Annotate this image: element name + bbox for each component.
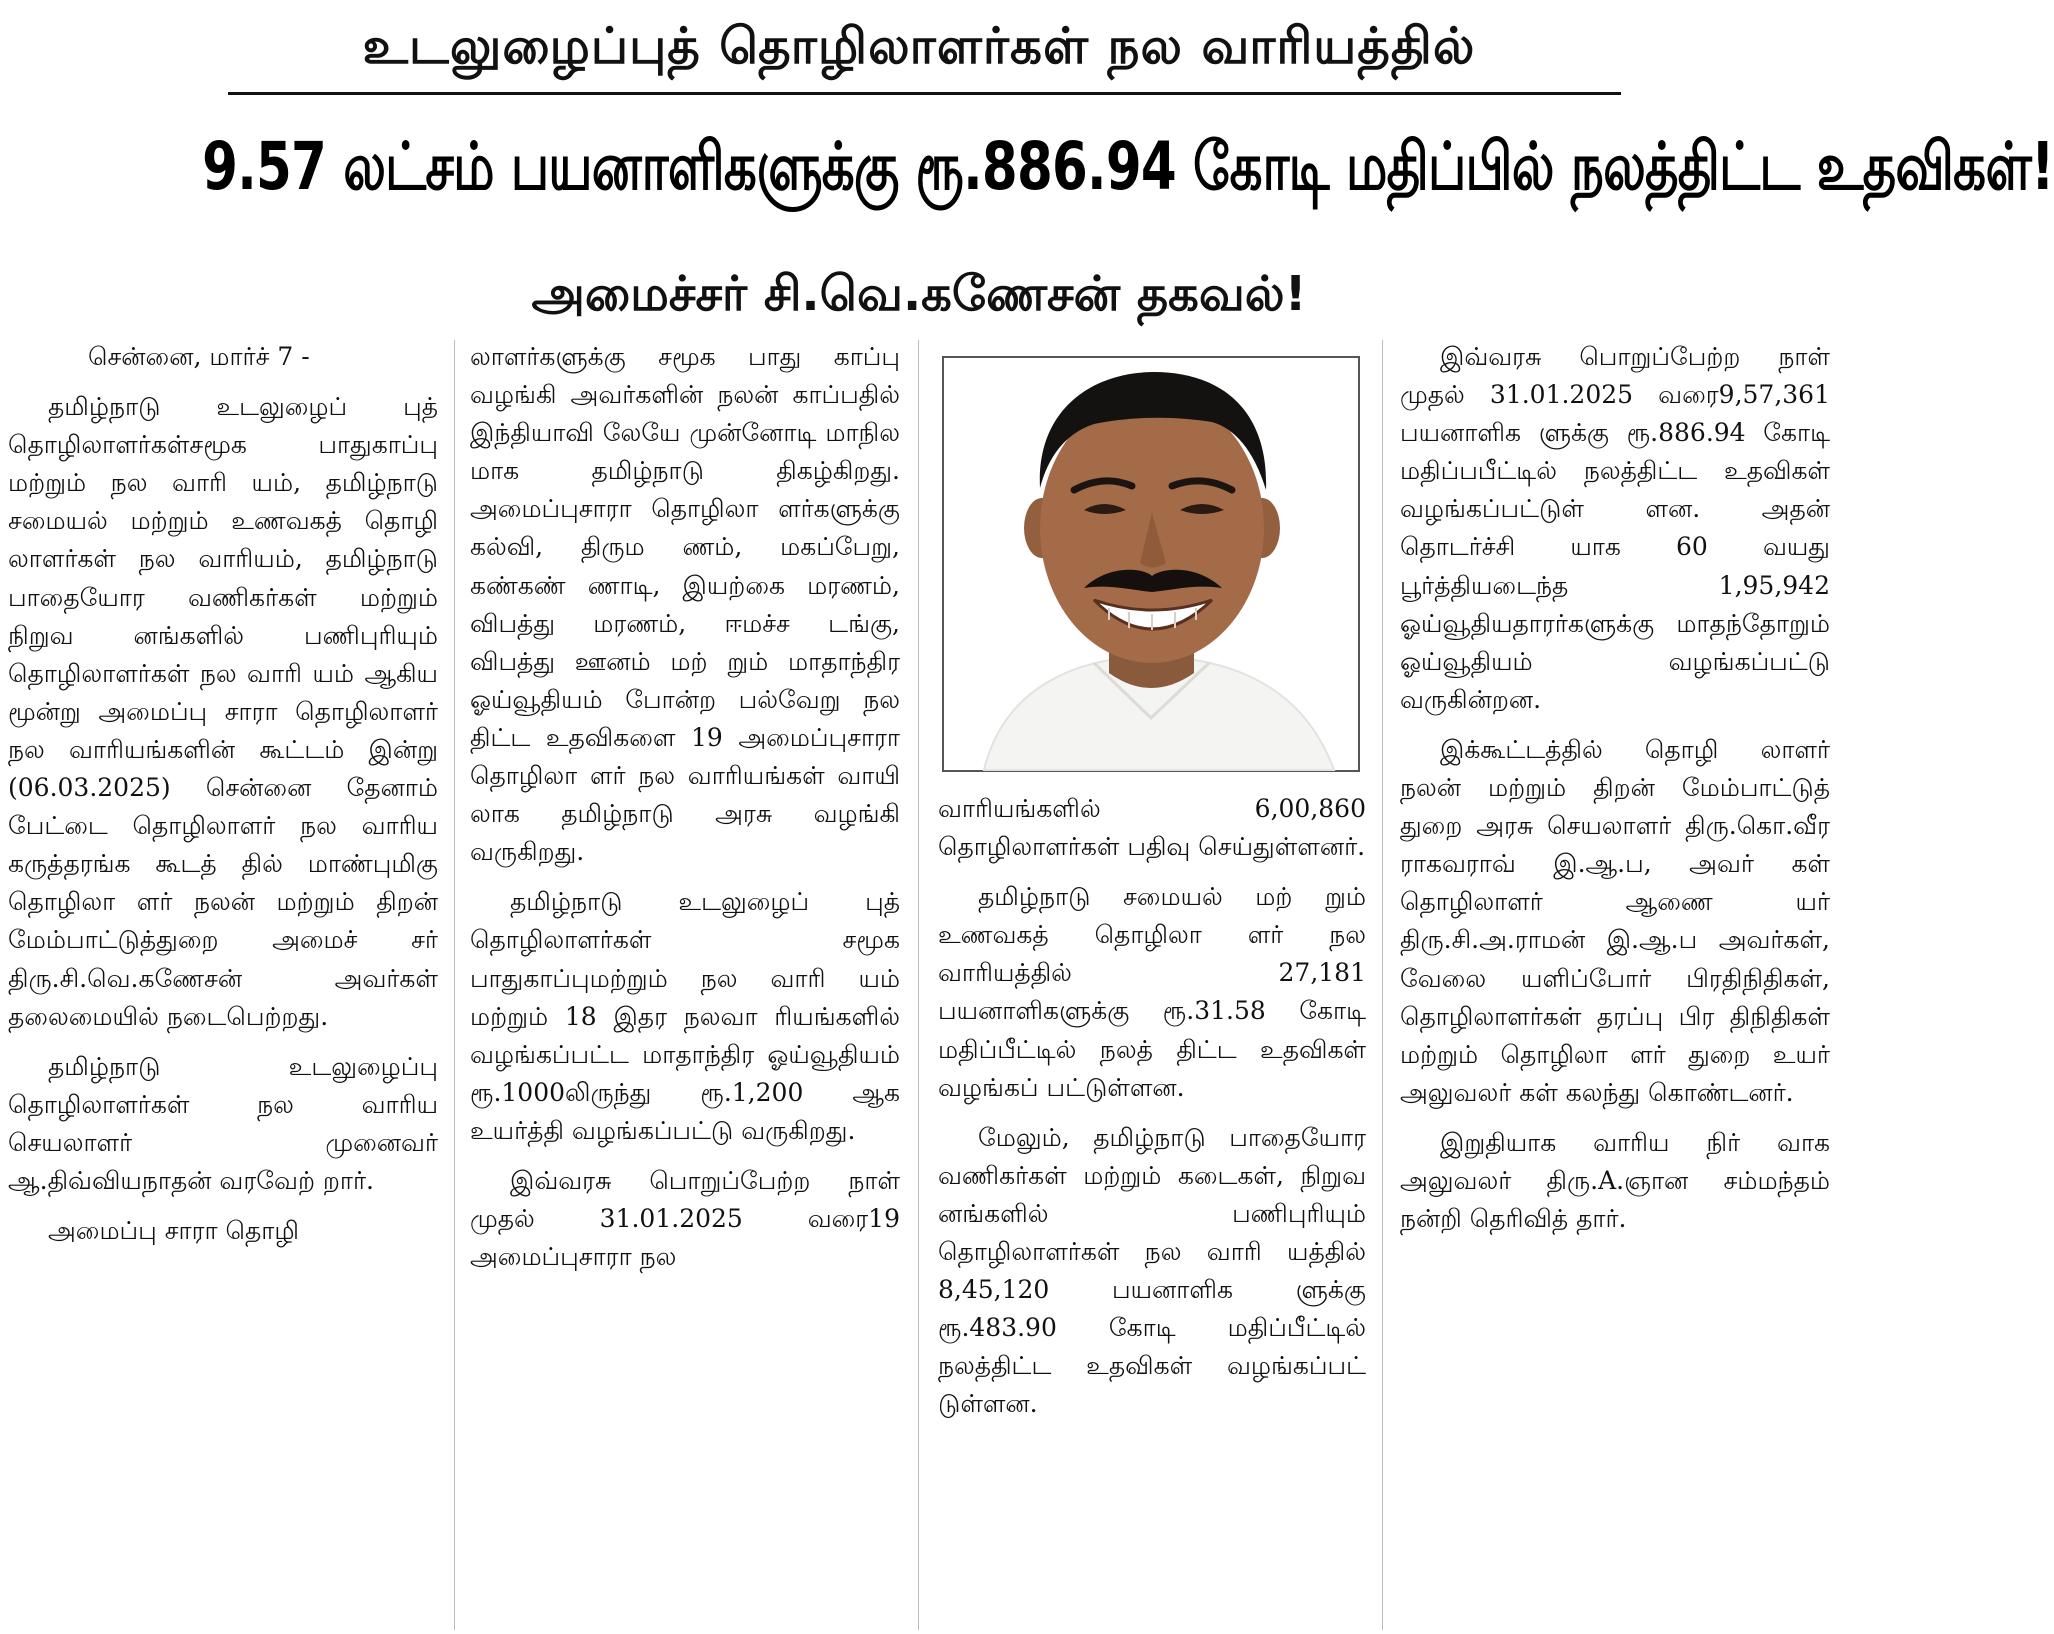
body-paragraph: இவ்வரசு பொறுப்பேற்ற நாள் முதல் 31.01.2025 வரை19 அமைப்புசாரா நல: [470, 1165, 900, 1272]
column-divider: [918, 340, 919, 1630]
dateline: சென்னை, மார்ச் 7 -: [88, 342, 310, 371]
body-paragraph: வாரியங்களில் 6,00,860 தொழிலாளர்கள் பதிவு செய்துள்ளனர்.: [938, 794, 1366, 862]
article-column-3: [938, 790, 1366, 1424]
minister-portrait-photo: [942, 356, 1360, 772]
body-paragraph: இறுதியாக வாரிய நிர் வாக அலுவலர் திரு.A.ஞான சம்மந்தம் நன்றி தெரிவித் தார்.: [1400, 1127, 1830, 1234]
kicker-underline: [228, 92, 1621, 95]
portrait-illustration: [944, 358, 1358, 770]
sub-headline: அமைச்சர் சி.வெ.கணேசன் தகவல்!: [531, 266, 1307, 322]
article-column-4: [1400, 338, 1830, 1238]
body-paragraph: லாளர்களுக்கு சமூக பாது காப்பு வழங்கி அவர்களின் நலன் காப்பதில் இந்தியாவி லேயே முன்னோடி மாநில மாக தமிழ்நாடு திகழ்கிறது. அமைப்புசாரா தொழிலா ளர்களுக்கு கல்வி, திரும ணம், மகப்பேறு, கண்கண் ணாடி, இயற்கை மரணம், விபத்து மரணம், ஈமச்ச டங்கு, விபத்து ஊனம் மற் றும் மாதாந்திர ஓய்வூதியம் போன்ற பல்வேறு நல திட்ட உதவிகளை 19 அமைப்புசாரா தொழிலா ளர் நல வாரியங்கள் வாயி லாக தமிழ்நாடு அரசு வழங்கி வருகிறது.: [470, 342, 900, 867]
body-paragraph: இக்கூட்டத்தில் தொழி லாளர் நலன் மற்றும் திறன் மேம்பாட்டுத் துறை அரசு செயலாளர் திரு.கொ.வீர ராகவராவ் இ.ஆ.ப, அவர் கள் தொழிலாளர் ஆணை யர் திரு.சி.அ.ராமன் இ.ஆ.ப அவர்கள், வேலை யளிப்போர் பிரதிநிதிகள், தொழிலாளர்கள் தரப்பு பிர திநிதிகள் மற்றும் தொழிலா ளர் துறை உயர் அலுவலர் கள் கலந்து கொண்டனர்.: [1400, 734, 1830, 1107]
body-paragraph: தமிழ்நாடு உடலுழைப்பு தொழிலாளர்கள் நல வாரிய செயலாளர் முனைவர் ஆ.திவ்வியநாதன் வரவேற் றார்.: [8, 1051, 438, 1195]
kicker-headline: உடலுழைப்புத் தொழிலாளர்கள் நல வாரியத்தில்: [362, 17, 1476, 75]
column-divider: [454, 340, 455, 1630]
main-headline: 9.57 லட்சம் பயனாளிகளுக்கு ரூ.886.94 கோடி மதிப்பில் நலத்திட்ட உதவிகள்!: [202, 128, 2054, 205]
body-paragraph: தமிழ்நாடு உடலுழைப் புத் தொழிலாளர்கள்சமூக பாதுகாப்பு மற்றும் நல வாரி யம், தமிழ்நாடு சமையல் மற்றும் உணவகத் தொழி லாளர்கள் நல வாரியம், தமிழ்நாடு பாதையோர வணிகர்கள் மற்றும் நிறுவ னங்களில் பணிபுரியும் தொழிலாளர்கள் நல வாரி யம் ஆகிய மூன்று அமைப்பு சாரா தொழிலாளர் நல வாரியங்களின் கூட்டம் இன்று (06.03.2025) சென்னை தேனாம் பேட்டை தொழிலாளர் நல வாரிய கருத்தரங்க கூடத் தில் மாண்புமிகு தொழிலா ளர் நலன் மற்றும் திறன் மேம்பாட்டுத்துறை அமைச் சர் திரு.சி.வெ.கணேசன் அவர்கள் தலைமையில் நடைபெற்றது.: [8, 392, 438, 1031]
column-divider: [1382, 340, 1383, 1630]
body-paragraph: தமிழ்நாடு உடலுழைப் புத் தொழிலாளர்கள் சமூக பாதுகாப்புமற்றும் நல வாரி யம் மற்றும் 18 இதர நலவா ரியங்களில் வழங்கப்பட்ட மாதாந்திர ஓய்வூதியம் ரூ.1000லிருந்து ரூ.1,200 ஆக உயர்த்தி வழங்கப்பட்டு வருகிறது.: [470, 887, 900, 1145]
body-paragraph: அமைப்பு சாரா தொழி: [48, 1216, 299, 1246]
body-paragraph: இவ்வரசு பொறுப்பேற்ற நாள் முதல் 31.01.2025 வரை9,57,361 பயனாளிக ளுக்கு ரூ.886.94 கோடி மதிப்பபீட்டில் நலத்திட்ட உதவிகள் வழங்கப்பட்டுள் ளன. அதன் தொடர்ச்சி யாக 60 வயது பூர்த்தியடைந்த 1,95,942 ஓய்வூதியதாரர்களுக்கு மாதந்தோறும் ஓய்வூதியம் வழங்கப்பட்டு வருகின்றன.: [1400, 342, 1830, 714]
body-paragraph: தமிழ்நாடு சமையல் மற் றும் உணவகத் தொழிலா ளர் நல வாரியத்தில் 27,181 பயனாளிகளுக்கு ரூ.31.58 கோடி மதிப்பீட்டில் நலத் திட்ட உதவிகள் வழங்கப் பட்டுள்ளன.: [938, 882, 1366, 1102]
article-column-2: [470, 338, 900, 1276]
body-paragraph: மேலும், தமிழ்நாடு பாதையோர வணிகர்கள் மற்றும் கடைகள், நிறுவ னங்களில் பணிபுரியும் தொழிலாளர்கள் நல வாரி யத்தில் 8,45,120 பயனாளிக ளுக்கு ரூ.483.90 கோடி மதிப்பீட்டில் நலத்திட்ட உதவிகள் வழங்கப்பட் டுள்ளன.: [938, 1122, 1366, 1419]
article-column-1: [8, 338, 438, 1250]
